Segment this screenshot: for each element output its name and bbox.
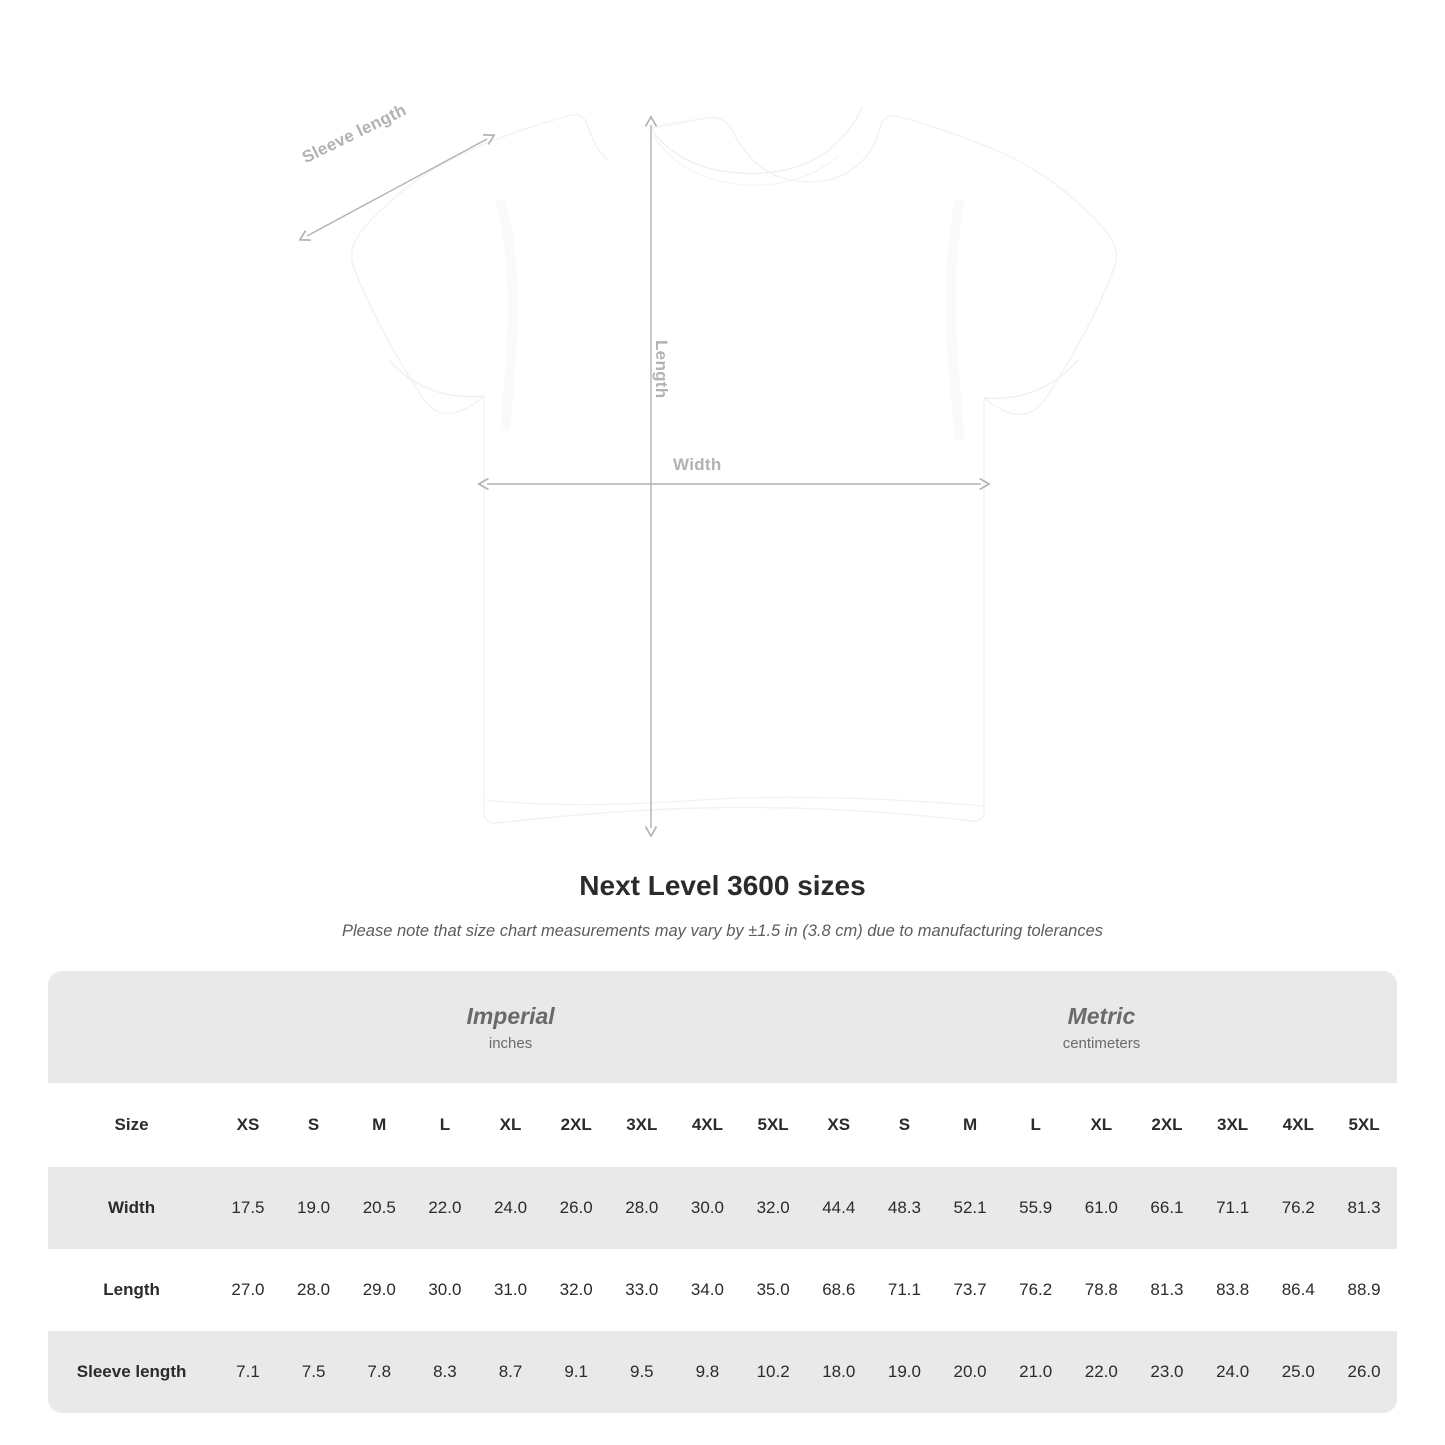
length-cell: 88.9 bbox=[1331, 1249, 1397, 1331]
width-cell: 76.2 bbox=[1265, 1167, 1331, 1249]
title-block bbox=[0, 870, 1445, 941]
size-cell: 4XL bbox=[675, 1083, 741, 1167]
sleeve-cell: 18.0 bbox=[806, 1331, 872, 1413]
sleeve-cell: 25.0 bbox=[1265, 1331, 1331, 1413]
length-cell: 33.0 bbox=[609, 1249, 675, 1331]
sleeve-cell: 26.0 bbox=[1331, 1331, 1397, 1413]
metric-subtitle: centimeters bbox=[1062, 1034, 1141, 1052]
width-cell: 81.3 bbox=[1331, 1167, 1397, 1249]
table-row-width bbox=[48, 1167, 1397, 1249]
sleeve-cell: 20.0 bbox=[937, 1331, 1003, 1413]
row-label-size: Size bbox=[48, 1083, 215, 1167]
sleeve-cell: 9.8 bbox=[675, 1331, 741, 1413]
size-cell: XL bbox=[1069, 1083, 1135, 1167]
row-label-width: Width bbox=[48, 1167, 215, 1249]
metric-title: Metric bbox=[1067, 1003, 1136, 1030]
sleeve-cell: 8.3 bbox=[412, 1331, 478, 1413]
sleeve-cell: 7.1 bbox=[215, 1331, 281, 1413]
sleeve-cell: 19.0 bbox=[872, 1331, 938, 1413]
size-cell: M bbox=[937, 1083, 1003, 1167]
imperial-header bbox=[215, 971, 806, 1083]
size-cell: S bbox=[281, 1083, 347, 1167]
width-cell: 17.5 bbox=[215, 1167, 281, 1249]
length-cell: 78.8 bbox=[1069, 1249, 1135, 1331]
width-cell: 26.0 bbox=[543, 1167, 609, 1249]
table-row-length bbox=[48, 1249, 1397, 1331]
width-cell: 32.0 bbox=[740, 1167, 806, 1249]
width-cell: 61.0 bbox=[1069, 1167, 1135, 1249]
length-cell: 31.0 bbox=[478, 1249, 544, 1331]
sleeve-cell: 23.0 bbox=[1134, 1331, 1200, 1413]
row-label-length: Length bbox=[48, 1249, 215, 1331]
length-cell: 73.7 bbox=[937, 1249, 1003, 1331]
size-cell: 2XL bbox=[543, 1083, 609, 1167]
imperial-subtitle: inches bbox=[488, 1034, 533, 1052]
size-cell: XS bbox=[215, 1083, 281, 1167]
width-cell: 24.0 bbox=[478, 1167, 544, 1249]
width-cell: 44.4 bbox=[806, 1167, 872, 1249]
width-cell: 55.9 bbox=[1003, 1167, 1069, 1249]
metric-header bbox=[806, 971, 1397, 1083]
size-cell: 5XL bbox=[1331, 1083, 1397, 1167]
length-cell: 35.0 bbox=[740, 1249, 806, 1331]
size-cell: S bbox=[872, 1083, 938, 1167]
length-cell: 27.0 bbox=[215, 1249, 281, 1331]
length-cell: 83.8 bbox=[1200, 1249, 1266, 1331]
width-cell: 71.1 bbox=[1200, 1167, 1266, 1249]
sleeve-cell: 22.0 bbox=[1069, 1331, 1135, 1413]
length-cell: 71.1 bbox=[872, 1249, 938, 1331]
length-cell: 28.0 bbox=[281, 1249, 347, 1331]
size-table-wrapper bbox=[48, 971, 1397, 1413]
size-cell: 4XL bbox=[1265, 1083, 1331, 1167]
page-title: Next Level 3600 sizes bbox=[579, 870, 866, 901]
tolerance-note: Please note that size chart measurements may vary by ±1.5 in (3.8 cm) due to manufacturing tolerances bbox=[341, 922, 1104, 940]
unit-header-spacer bbox=[48, 971, 215, 1083]
sleeve-cell: 9.1 bbox=[543, 1331, 609, 1413]
width-cell: 66.1 bbox=[1134, 1167, 1200, 1249]
width-label: Width bbox=[673, 455, 722, 474]
sleeve-cell: 7.5 bbox=[281, 1331, 347, 1413]
sleeve-length-label: Sleeve length bbox=[299, 100, 410, 168]
length-cell: 34.0 bbox=[675, 1249, 741, 1331]
length-cell: 32.0 bbox=[543, 1249, 609, 1331]
size-cell: 3XL bbox=[1200, 1083, 1266, 1167]
table-row-sleeve-length bbox=[48, 1331, 1397, 1413]
sleeve-cell: 24.0 bbox=[1200, 1331, 1266, 1413]
width-cell: 30.0 bbox=[675, 1167, 741, 1249]
length-cell: 76.2 bbox=[1003, 1249, 1069, 1331]
sleeve-cell: 9.5 bbox=[609, 1331, 675, 1413]
tshirt-shape bbox=[352, 106, 1117, 823]
width-cell: 52.1 bbox=[937, 1167, 1003, 1249]
size-cell: 5XL bbox=[740, 1083, 806, 1167]
length-cell: 30.0 bbox=[412, 1249, 478, 1331]
sleeve-cell: 21.0 bbox=[1003, 1331, 1069, 1413]
width-cell: 48.3 bbox=[872, 1167, 938, 1249]
size-cell: 3XL bbox=[609, 1083, 675, 1167]
length-cell: 81.3 bbox=[1134, 1249, 1200, 1331]
sleeve-cell: 8.7 bbox=[478, 1331, 544, 1413]
length-cell: 86.4 bbox=[1265, 1249, 1331, 1331]
sleeve-cell: 10.2 bbox=[740, 1331, 806, 1413]
row-label-sleeve-length: Sleeve length bbox=[48, 1331, 215, 1413]
size-table bbox=[48, 971, 1397, 1413]
width-cell: 20.5 bbox=[346, 1167, 412, 1249]
length-cell: 29.0 bbox=[346, 1249, 412, 1331]
size-cell: XL bbox=[478, 1083, 544, 1167]
size-cell: 2XL bbox=[1134, 1083, 1200, 1167]
width-cell: 22.0 bbox=[412, 1167, 478, 1249]
length-label: Length bbox=[652, 340, 671, 399]
size-cell: M bbox=[346, 1083, 412, 1167]
imperial-title: Imperial bbox=[466, 1003, 555, 1030]
width-cell: 19.0 bbox=[281, 1167, 347, 1249]
unit-header-row bbox=[48, 971, 1397, 1083]
size-cell: L bbox=[1003, 1083, 1069, 1167]
table-row-size bbox=[48, 1083, 1397, 1167]
sleeve-cell: 7.8 bbox=[346, 1331, 412, 1413]
length-cell: 68.6 bbox=[806, 1249, 872, 1331]
size-cell: L bbox=[412, 1083, 478, 1167]
width-cell: 28.0 bbox=[609, 1167, 675, 1249]
size-cell: XS bbox=[806, 1083, 872, 1167]
